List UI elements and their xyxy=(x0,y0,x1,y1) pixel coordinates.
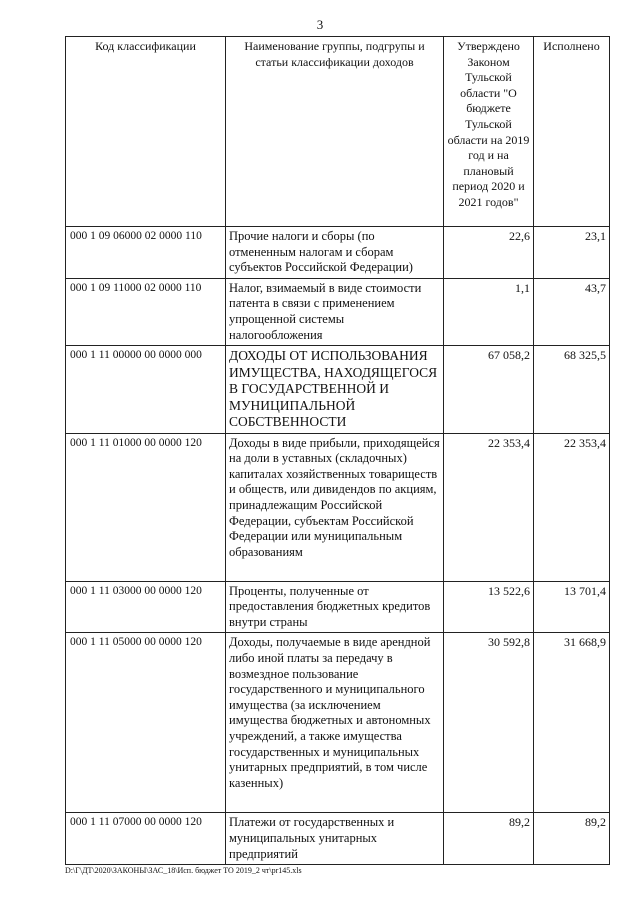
row-approved: 22,6 xyxy=(444,227,534,279)
row-code: 000 1 11 00000 00 0000 000 xyxy=(66,346,226,434)
row-code: 000 1 11 01000 00 0000 120 xyxy=(66,433,226,581)
row-approved: 67 058,2 xyxy=(444,346,534,434)
header-executed: Исполнено xyxy=(534,37,610,227)
table-row xyxy=(66,433,610,581)
row-approved: 1,1 xyxy=(444,278,534,345)
table-header-row xyxy=(66,37,610,227)
revenue-table xyxy=(65,36,610,865)
row-code: 000 1 11 03000 00 0000 120 xyxy=(66,581,226,633)
row-name: Налог, взимаемый в виде стоимости патента в связи с применением упрощенной системы налогообложения xyxy=(226,278,444,345)
row-executed: 13 701,4 xyxy=(534,581,610,633)
row-executed: 31 668,9 xyxy=(534,633,610,813)
row-approved: 22 353,4 xyxy=(444,433,534,581)
row-code: 000 1 11 05000 00 0000 120 xyxy=(66,633,226,813)
table-row xyxy=(66,633,610,813)
row-executed: 89,2 xyxy=(534,813,610,865)
table-row xyxy=(66,278,610,345)
row-name: Доходы, получаемые в виде арендной либо иной платы за передачу в возмездное пользование государственного и муниципального имущества (за исключением имущества бюджетных и автономных учреждений, а также имущества государственных и муниципальных унитарных предприятий, в том числе казенных) xyxy=(226,633,444,813)
row-code: 000 1 11 07000 00 0000 120 xyxy=(66,813,226,865)
header-code: Код классификации xyxy=(66,37,226,227)
row-executed: 22 353,4 xyxy=(534,433,610,581)
row-name: Прочие налоги и сборы (по отмененным налогам и сборам субъектов Российской Федерации) xyxy=(226,227,444,279)
row-code: 000 1 09 11000 02 0000 110 xyxy=(66,278,226,345)
row-executed: 23,1 xyxy=(534,227,610,279)
row-name: Проценты, полученные от предоставления бюджетных кредитов внутри страны xyxy=(226,581,444,633)
header-approved: Утверждено Законом Тульской области "О бюджете Тульской области на 2019 год и на плановый период 2020 и 2021 годов" xyxy=(444,37,534,227)
row-approved: 13 522,6 xyxy=(444,581,534,633)
row-code: 000 1 09 06000 02 0000 110 xyxy=(66,227,226,279)
table-row xyxy=(66,346,610,434)
page-number: 3 xyxy=(316,17,324,32)
row-name: ДОХОДЫ ОТ ИСПОЛЬЗОВАНИЯ ИМУЩЕСТВА, НАХОДЯЩЕГОСЯ В ГОСУДАРСТВЕННОЙ И МУНИЦИПАЛЬНОЙ СОБСТВЕННОСТИ xyxy=(226,346,444,434)
header-name: Наименование группы, подгрупы и статьи классификации доходов xyxy=(226,37,444,227)
table-row xyxy=(66,227,610,279)
row-name: Платежи от государственных и муниципальных унитарных предприятий xyxy=(226,813,444,865)
file-path-footer: D:\Г\ДТ\2020\ЗАКОНЫ\ЗАС_18\Исп. бюджет ТО 2019_2 чт\pr145.xls xyxy=(65,866,302,875)
table-row xyxy=(66,813,610,865)
row-executed: 43,7 xyxy=(534,278,610,345)
table-row xyxy=(66,581,610,633)
row-name: Доходы в виде прибыли, приходящейся на доли в уставных (складочных) капиталах хозяйственных товариществ и обществ, или дивидендов по акциям, принадлежащим Российской Федерации, субъектам Российской Федерации или муниципальным образованиям xyxy=(226,433,444,581)
row-approved: 89,2 xyxy=(444,813,534,865)
row-executed: 68 325,5 xyxy=(534,346,610,434)
row-approved: 30 592,8 xyxy=(444,633,534,813)
